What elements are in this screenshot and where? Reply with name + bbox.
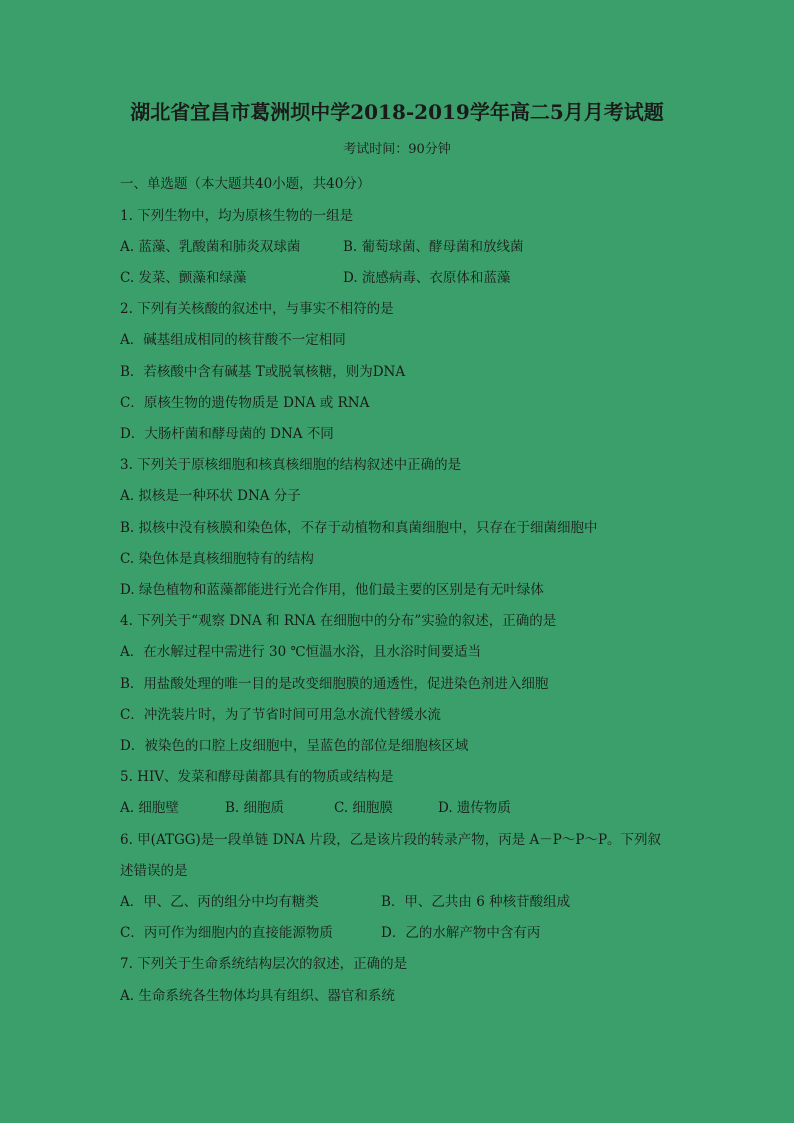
question-3-option-a: A. 拟核是一种环状 DNA 分子 bbox=[120, 488, 301, 504]
question-7-option-a: A. 生命系统各生物体均具有组织、器官和系统 bbox=[120, 988, 395, 1004]
question-1-stem: 1. 下列生物中，均为原核生物的一组是 bbox=[120, 208, 354, 224]
exam-title: 湖北省宜昌市葛洲坝中学2018-2019学年高二5月月考试题 bbox=[130, 100, 664, 124]
question-1-option-b: B. 葡萄球菌、酵母菌和放线菌 bbox=[343, 239, 524, 255]
question-6-option-b: B．甲、乙共由 6 种核苷酸组成 bbox=[381, 894, 571, 910]
question-3-option-b: B. 拟核中没有核膜和染色体，不存于动植物和真菌细胞中，只存在于细菌细胞中 bbox=[120, 520, 598, 536]
question-1-option-d: D. 流感病毒、衣原体和蓝藻 bbox=[343, 270, 511, 286]
question-2-option-a: A．碱基组成相同的核苷酸不一定相同 bbox=[120, 332, 346, 348]
question-2-option-d: D．大肠杆菌和酵母菌的 DNA 不同 bbox=[120, 426, 334, 442]
question-2-option-b: B．若核酸中含有碱基 T或脱氧核糖，则为DNA bbox=[120, 364, 406, 380]
question-4-option-b: B．用盐酸处理的唯一目的是改变细胞膜的通透性，促进染色剂进入细胞 bbox=[120, 676, 549, 692]
question-3-option-c: C. 染色体是真核细胞特有的结构 bbox=[120, 551, 314, 567]
question-6-option-d: D．乙的水解产物中含有丙 bbox=[381, 925, 541, 941]
question-5-stem: 5. HIV、发菜和酵母菌都具有的物质或结构是 bbox=[120, 769, 394, 785]
question-2-option-c: C．原核生物的遗传物质是 DNA 或 RNA bbox=[120, 395, 370, 411]
question-1-option-a: A. 蓝藻、乳酸菌和肺炎双球菌 bbox=[120, 239, 301, 255]
question-4-option-c: C．冲洗装片时，为了节省时间可用急水流代替缓水流 bbox=[120, 707, 441, 723]
question-4-option-a: A．在水解过程中需进行 30 ℃恒温水浴，且水浴时间要适当 bbox=[120, 644, 482, 660]
question-1-option-c: C. 发菜、颤藻和绿藻 bbox=[120, 270, 247, 286]
section-heading: 一、单选题（本大题共40小题，共40分） bbox=[120, 176, 371, 192]
question-5-option-b: B. 细胞质 bbox=[225, 800, 285, 816]
question-6-stem-continued: 述错误的是 bbox=[120, 863, 188, 879]
question-6-option-a: A．甲、乙、丙的组分中均有糖类 bbox=[120, 894, 319, 910]
question-5-option-a: A. 细胞壁 bbox=[120, 800, 179, 816]
question-7-stem: 7. 下列关于生命系统结构层次的叙述，正确的是 bbox=[120, 956, 408, 972]
question-4-option-d: D．被染色的口腔上皮细胞中，呈蓝色的部位是细胞核区域 bbox=[120, 738, 469, 754]
exam-time: 考试时间：90分钟 bbox=[343, 142, 451, 157]
question-2-stem: 2. 下列有关核酸的叙述中，与事实不相符的是 bbox=[120, 301, 394, 317]
question-5-option-d: D. 遗传物质 bbox=[438, 800, 511, 816]
question-4-stem: 4. 下列关于“观察 DNA 和 RNA 在细胞中的分布”实验的叙述，正确的是 bbox=[120, 613, 557, 629]
question-3-option-d: D. 绿色植物和蓝藻都能进行光合作用，他们最主要的区别是有无叶绿体 bbox=[120, 582, 544, 598]
question-6-stem: 6. 甲(ATGG)是一段单链 DNA 片段，乙是该片段的转录产物，丙是 A－P～P～P。下列叙 bbox=[120, 832, 662, 848]
question-6-option-c: C．丙可作为细胞内的直接能源物质 bbox=[120, 925, 333, 941]
question-3-stem: 3. 下列关于原核细胞和核真核细胞的结构叙述中正确的是 bbox=[120, 457, 462, 473]
question-5-option-c: C. 细胞膜 bbox=[334, 800, 393, 816]
